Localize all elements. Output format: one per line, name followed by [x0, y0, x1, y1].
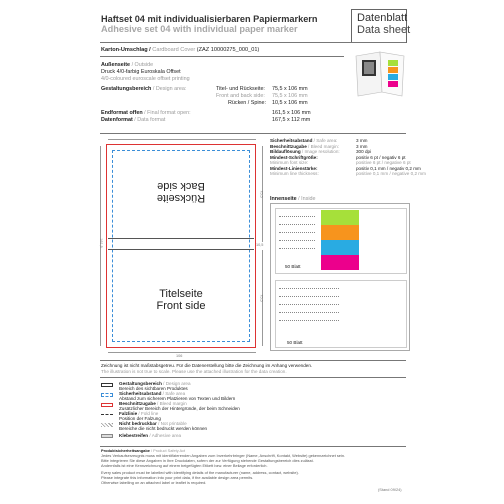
inside-illustration [270, 203, 410, 351]
legend-swatch-adhesive [101, 434, 113, 438]
footer-de-1: Jedes Verkaufserzeugnis muss mit identifizierenden Angaben zum Inverkehrbringer (Name, Anschrift, Kontakt, Website) gekennzeichnet sein. [101, 453, 346, 458]
wave-1 [279, 216, 315, 219]
footer-de-2: Bitte integrieren Sie diese Angaben in Ihre Druckdaten, sofern der zur Verfügung stehende Gestaltungsbereich dies zulässt. [101, 458, 314, 463]
final-open-label: Endformat offen / Final format open: [101, 110, 191, 116]
wave-3 [279, 232, 315, 235]
front-back-label-de: Titel- und Rückseite: [216, 86, 265, 92]
footer-safety-heading: Produktsicherheitsangabe / Product Safety Act [101, 448, 186, 453]
spine-value: 10,5 x 106 mm [272, 100, 308, 106]
footer-de-3: Andernfalls ist eine Kennzeichnung auf einem beigefügten Etikett bzw. einer Beilage erforderlich. [101, 463, 268, 468]
wave-7 [279, 296, 339, 299]
outside-label: Außenseite / Outside [101, 62, 154, 68]
wave-10 [279, 320, 339, 323]
wave-8 [279, 304, 339, 307]
design-area-label: Gestaltungsbereich / Design area: [101, 86, 187, 92]
marker-green [321, 210, 359, 225]
dim-side-bottom: 75,5 [259, 294, 264, 302]
dim-height: 161,5 [98, 238, 103, 248]
wave-9 [279, 312, 339, 315]
footer-stand: (Stand 09/24) [378, 487, 402, 492]
front-back-label-en: Front and back side: [216, 93, 265, 99]
header-divider [100, 42, 406, 43]
marker-orange [321, 225, 359, 240]
pad-label-1: 50 Blatt [285, 264, 301, 269]
spine-label: Rücken / Spine: [228, 100, 267, 106]
datasheet-label-en: Data sheet [357, 24, 411, 36]
outside-print-de: Druck 4/0-farbig Euroskala Offset [101, 69, 181, 75]
product-title-en: Adhesive set 04 with individual paper marker [101, 24, 298, 34]
footer-en-1: Every sales product must be labelled with identifying details of the manufacturer (name, address, contact, website). [101, 470, 299, 475]
wave-4 [279, 240, 315, 243]
back-side-label: Rückseite Back side [156, 180, 206, 204]
cover-drawing [96, 136, 266, 358]
final-open-value: 161,5 x 106 mm [272, 110, 311, 116]
datasheet-page: Haftset 04 mit individualisierbaren Papiermarkern Adhesive set 04 with individual paper marker Datenblatt Data sheet Karton-Umschlag / Cardboard Cover (ZAZ 10000275_000_01) Außenseite / Outside Druck 4/0-farbig Euroskala Offset 4/0-coloured euroscale offset printing Gestaltungsbereich / Design area: Titel- und Rückseite: 75,5 x 106 mm Front and back side: 75,5 x 106 mm Rücken / Spine: 10,5 x 106 mm Endformat offen / Final format open: 161,5 x 106 mm Datenformat / Data format 167,5 x 112 mm Sicherheitsabstand / Safe area: 3 mm Beschnittzugabe / Bleed margin: 3 mm Bildauflösung / Image resolution: 300 dpi Mindest-Schriftgröße: positiv 6 pt / negativ 6 pt Minimum font size: positive 6 pt / negative 6 pt Mindest-Linienstärke: positiv 0,1 mm / negativ 0,2 mm Minimum line thickness: positive 0,1 mm / negative 0,2 mm 161,5 75,5 75,5 10,5 106 Rückseite Back side Titelseite Front side Innenseite / Inside 50 Blatt 50 Blatt Zeichnung ist nicht maßstabsgetreu. Für die Datenerstellung bitte die Zeichnung im Anhang verwenden. The illustration is not true to scale. Please use the attached illustration for the data creation. Gestaltungsbereich / Design area Bereich des sichtbaren Produktes Sicherheitsabstand / Safe area Abstand zum sicherem Platzieren von Texten und Bildern Beschnittzugabe / Bleed margin Zusätzlicher Bereich der Hintergründe, der beim Schneiden Falzlinie / Fold line Position der Falzung Nicht bedruckbar / Not printable Bereiche die nicht bedruckt werden können Klebestreifen / Adhesive area Produktsicherheitsangabe / Product Safety Act Jedes Verkaufserzeugnis muss mit identifizierenden Angaben zum Inverkehrbringer (Name, Anschrift, Kontakt, Website) gekennzeichnet sein. Bitte integrieren Sie diese Angaben in Ihre Druckdaten, sofern der zur Verfügung stehende Gestaltungsbereich dies zulässt. Andernfalls ist eine Kennzeichnung auf einem beigefügten Etikett bzw. einer Beilage erforderlich. Every sales product must be labelled with identifying details of the manufacturer (name, address, contact, website). Please integrate this information into your print data, if the available design area permits. Otherwise labelling on an attached label or leaflet is required. (Stand 09/24) [0, 0, 504, 504]
legend: Gestaltungsbereich / Design area Bereich des sichtbaren Produktes Sicherheitsabstand / Safe area Abstand zum sicherem Platzieren von Texten und Bildern Beschnittzugabe / Bleed margin Zusätzlicher Bereich der Hintergründe, der beim Schneiden Falzlinie / Fold line Position der Falzung Nicht bedruckbar / Not printable Bereiche die nicht bedruckt werden können Klebestreifen / Adhesive area [101, 381, 407, 443]
datasheet-label-de: Datenblatt [357, 12, 408, 24]
wave-2 [279, 224, 315, 227]
front-back-value-en: 75,5 x 106 mm [272, 93, 308, 99]
dim-line-top [108, 139, 256, 140]
dim-line-bottom [108, 352, 256, 353]
legend-swatch-notprintable [101, 423, 113, 427]
pad-label-2: 50 Blatt [287, 340, 303, 345]
wave-6 [279, 288, 339, 291]
legend-divider [100, 377, 406, 378]
footer-en-2: Please integrate this information into your print data, if the available design area permits. [101, 475, 254, 480]
front-back-value: 75,5 x 106 mm [272, 86, 308, 92]
section-divider [100, 56, 344, 57]
legend-swatch-design [101, 383, 113, 387]
legend-swatch-safe [101, 393, 113, 397]
marker-pink [321, 255, 359, 270]
dim-spine: 10,5 [256, 243, 264, 247]
dim-side-top: 75,5 [259, 190, 264, 198]
outside-print-en: 4/0-coloured euroscale offset printing [101, 76, 190, 82]
data-format-label: Datenformat / Data format [101, 117, 166, 123]
marker-blue [321, 240, 359, 255]
footer-divider [100, 446, 406, 447]
fold-line-bottom [108, 249, 254, 250]
specs-divider [100, 133, 406, 134]
footer-en-3: Otherwise labelling on an attached label or leaflet is required. [101, 480, 207, 485]
note-de: Zeichnung ist nicht maßstabsgetreu. Für die Datenerstellung bitte die Zeichnung im Anhang verwenden. [101, 363, 313, 368]
product-photo [352, 48, 410, 100]
legend-swatch-fold [101, 414, 113, 415]
legend-swatch-bleed [101, 403, 113, 407]
note-en: The illustration is not true to scale. Please use the attached illustration for the data creation. [101, 369, 287, 374]
safe-area-outline [112, 150, 250, 342]
dim-width: 106 [176, 354, 183, 358]
product-title-de: Haftset 04 mit individualisierbaren Papiermarkern [101, 14, 318, 24]
inside-label: Innenseite / Inside [270, 196, 316, 202]
section-heading: Karton-Umschlag / Cardboard Cover (ZAZ 10000275_000_01) [101, 47, 260, 53]
notes-divider [100, 360, 406, 361]
wave-5 [279, 248, 315, 251]
fold-line-top [108, 238, 254, 239]
front-side-label: Titelseite Front side [156, 288, 206, 312]
data-format-value: 167,5 x 112 mm [272, 117, 311, 123]
